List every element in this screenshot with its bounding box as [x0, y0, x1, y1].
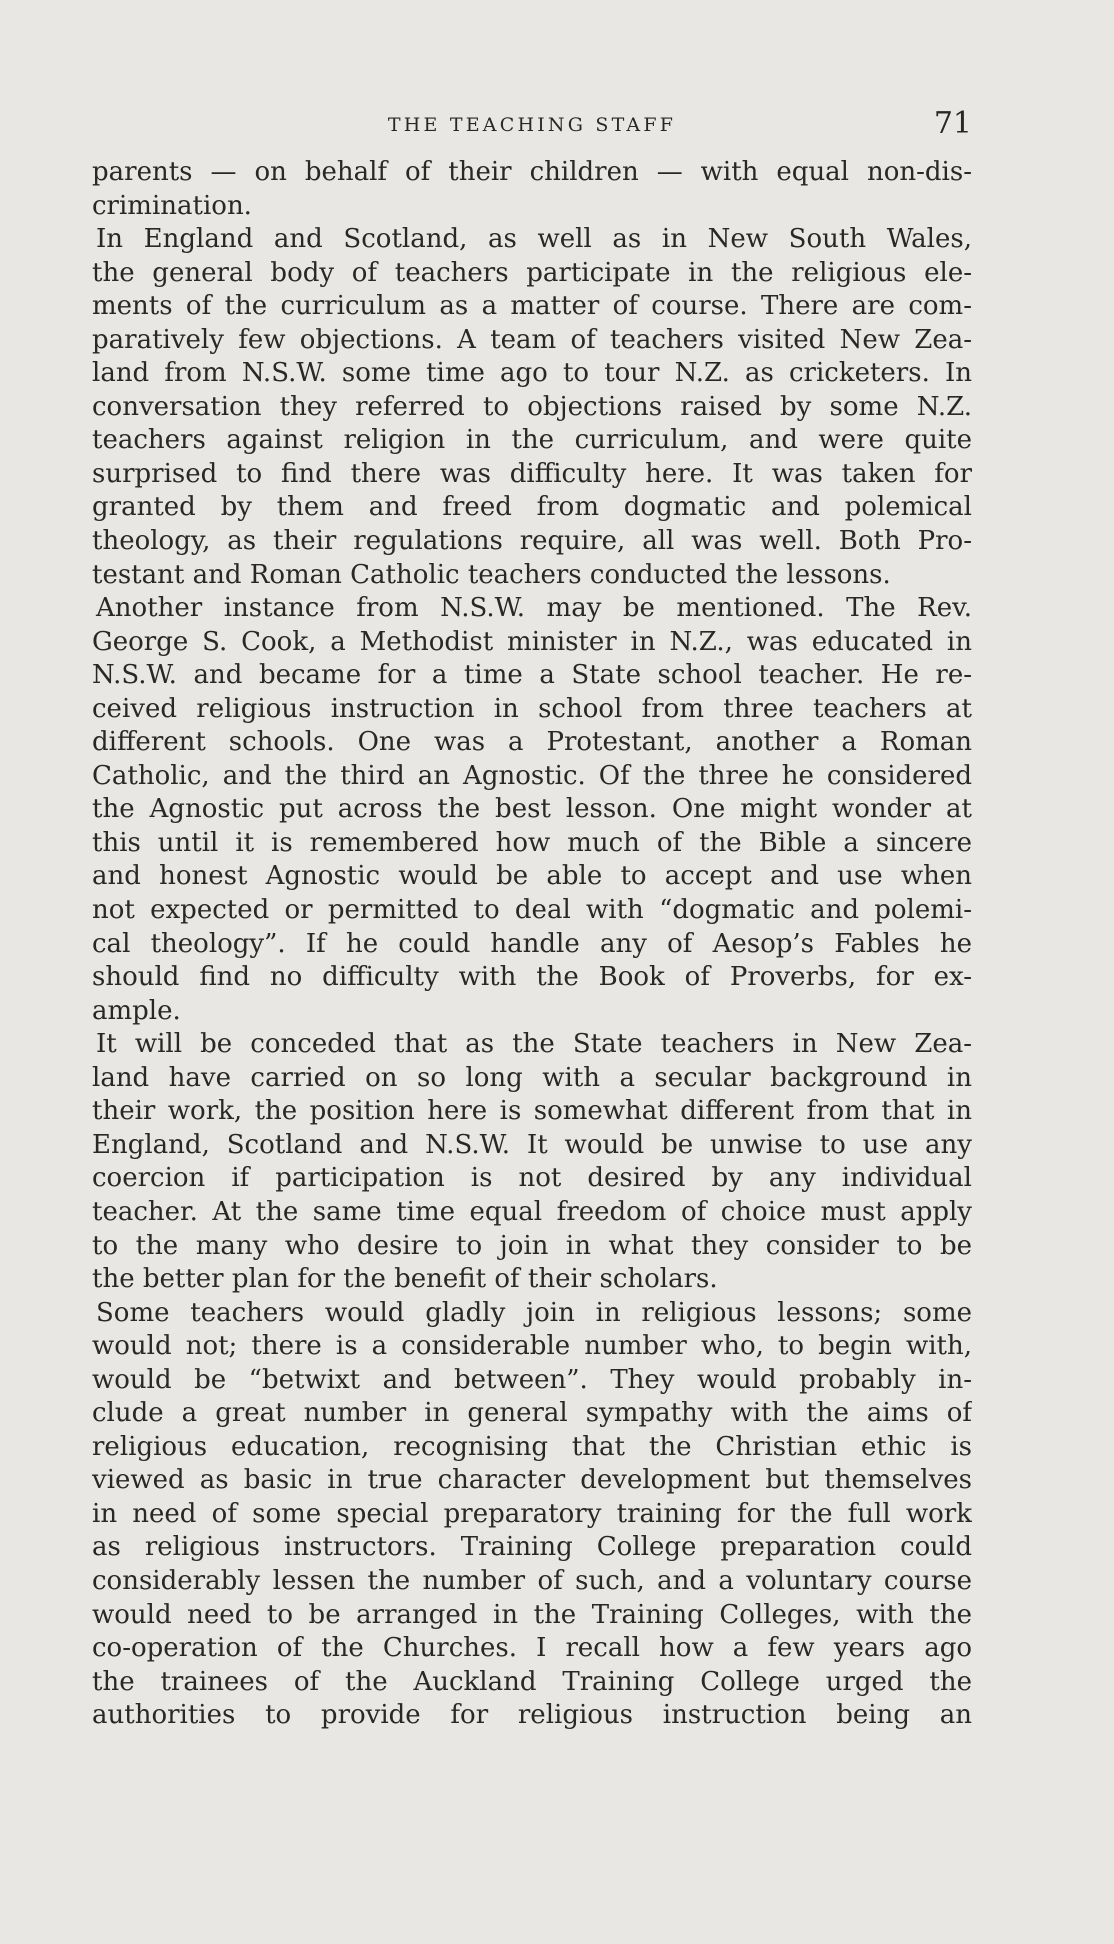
text-line: to the many who desire to join in what they consider to be — [92, 1230, 972, 1261]
text-line: land have carried on so long with a secular background in — [92, 1062, 972, 1093]
text-line: testant and Roman Catholic teachers conducted the lessons. — [92, 559, 891, 590]
text-line: ceived religious instruction in school from three teachers at — [92, 693, 972, 724]
text-line: Catholic, and the third an Agnostic. Of the three he considered — [92, 760, 972, 791]
text-line: clude a great number in general sympathy with the aims of — [92, 1398, 972, 1429]
text-line: It will be conceded that as the State teachers in New Zea- — [96, 1029, 972, 1060]
text-line: teachers against religion in the curriculum, and were quite — [92, 425, 972, 456]
text-line: in need of some special preparatory training for the full work — [92, 1498, 972, 1529]
text-line: Another instance from N.S.W. may be mentioned. The Rev. — [96, 593, 972, 624]
text-line: would need to be arranged in the Training Colleges, with the — [92, 1599, 972, 1630]
text-line: not expected or permitted to deal with “dogmatic and polemi- — [92, 895, 972, 926]
text-line: and honest Agnostic would be able to accept and use when — [92, 861, 972, 892]
text-line: ments of the curriculum as a matter of course. There are com- — [92, 291, 972, 322]
text-line: their work, the position here is somewhat different from that in — [92, 1096, 972, 1127]
text-line: England, Scotland and N.S.W. It would be unwise to use any — [92, 1129, 972, 1160]
text-line: Some teachers would gladly join in religious lessons; some — [96, 1297, 972, 1328]
text-line: as religious instructors. Training College preparation could — [92, 1532, 972, 1563]
text-line: George S. Cook, a Methodist minister in N.Z., was educated in — [92, 626, 972, 657]
running-title: THE TEACHING STAFF — [387, 114, 677, 136]
text-line: surprised to find there was difficulty here. It was taken for — [92, 458, 972, 489]
text-line: granted by them and freed from dogmatic and polemical — [92, 492, 972, 523]
text-line: ample. — [92, 995, 181, 1026]
text-line: cal theology”. If he could handle any of Aesop’s Fables he — [92, 928, 972, 959]
running-head — [92, 108, 972, 144]
text-line: viewed as basic in true character development but themselves — [92, 1465, 972, 1496]
text-line: parents — on behalf of their children — with equal non-dis- — [92, 157, 972, 187]
text-line: co-operation of the Churches. I recall how a few years ago — [92, 1633, 972, 1664]
page-number: 71 — [933, 106, 972, 141]
text-line: land from N.S.W. some time ago to tour N.Z. as cricketers. In — [92, 358, 972, 389]
text-line: this until it is remembered how much of the Bible a sincere — [92, 827, 972, 858]
text-line: theology, as their regulations require, all was well. Both Pro- — [92, 526, 972, 557]
text-line: paratively few objections. A team of teachers visited New Zea- — [92, 324, 972, 355]
text-line: the general body of teachers participate in the religious ele- — [92, 257, 972, 288]
text-line: should find no difficulty with the Book of Proverbs, for ex- — [92, 962, 972, 993]
text-line: the better plan for the benefit of their scholars. — [92, 1264, 718, 1295]
text-line: the trainees of the Auckland Training College urged the — [92, 1666, 972, 1697]
text-line: conversation they referred to objections raised by some N.Z. — [92, 391, 972, 422]
text-line: the Agnostic put across the best lesson. One might wonder at — [92, 794, 972, 825]
text-line: religious education, recognising that the Christian ethic is — [92, 1431, 972, 1462]
body-text — [92, 156, 972, 1733]
text-line: In England and Scotland, as well as in New South Wales, — [96, 224, 972, 255]
text-line: teacher. At the same time equal freedom of choice must apply — [92, 1196, 972, 1227]
text-line: coercion if participation is not desired by any individual — [92, 1163, 972, 1194]
text-line: crimination. — [92, 190, 252, 221]
text-line: authorities to provide for religious instruction being an — [92, 1700, 972, 1731]
text-line: different schools. One was a Protestant, another a Roman — [92, 727, 972, 758]
text-line: would be “betwixt and between”. They would probably in- — [92, 1364, 972, 1395]
text-line: considerably lessen the number of such, and a voluntary course — [92, 1565, 972, 1596]
text-line: would not; there is a considerable number who, to begin with, — [92, 1331, 972, 1362]
text-line: N.S.W. and became for a time a State school teacher. He re- — [92, 660, 972, 691]
